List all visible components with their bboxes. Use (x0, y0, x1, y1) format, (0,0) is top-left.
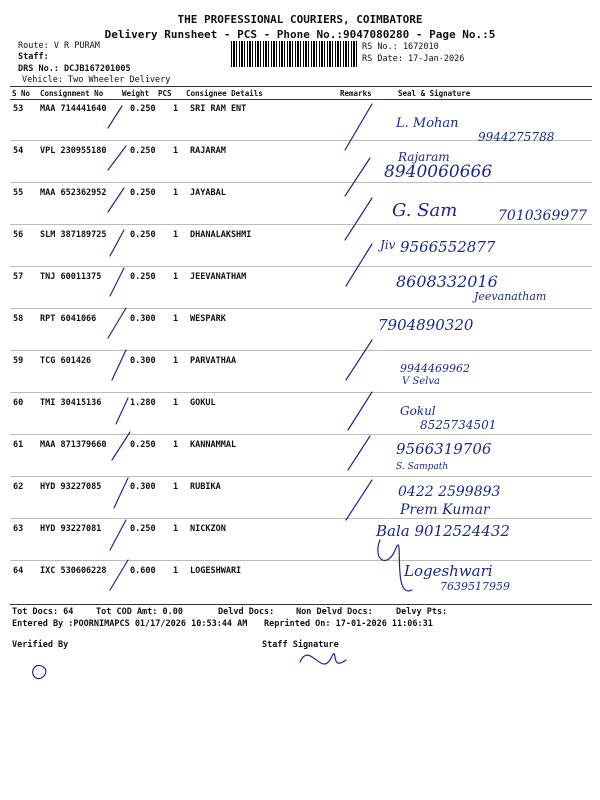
sig-58-phone: 7904890320 (378, 316, 474, 334)
sig-59-name: V Selva (402, 376, 440, 387)
sig-64-name: Logeshwari (404, 562, 493, 580)
row-sno: 64 (13, 566, 24, 576)
tot-cod-amt: Tot COD Amt: 0.00 (96, 607, 183, 617)
delvd-docs: Delvd Docs: (218, 607, 275, 617)
row-sno: 63 (13, 524, 24, 534)
sig-61-name: S. Sampath (396, 462, 449, 472)
row-pcs: 1 (173, 356, 179, 366)
sig-55-name: G. Sam (392, 200, 458, 221)
row-pcs: 1 (173, 146, 179, 156)
row-pcs: 1 (173, 104, 179, 114)
row-rule (10, 560, 592, 561)
rs-date: RS Date: 17-Jan-2026 (362, 54, 465, 64)
row-weight: 0.250 (130, 272, 156, 282)
col-consignment: Consignment No (40, 89, 104, 98)
table-row (10, 226, 592, 268)
row-sno: 59 (13, 356, 24, 366)
row-rule (10, 182, 592, 183)
row-consignee: DHANALAKSHMI (190, 230, 252, 240)
sig-55-phone: 7010369977 (498, 208, 588, 224)
barcode-image (231, 41, 357, 67)
row-consignment: MAA 871379660 (40, 440, 107, 450)
row-consignee: PARVATHAA (190, 356, 237, 366)
row-consignee: KANNAMMAL (190, 440, 237, 450)
table-row (10, 436, 592, 478)
delvy-pts: Delvy Pts: (396, 607, 448, 617)
row-weight: 0.250 (130, 524, 156, 534)
sig-54-phone: 8940060666 (384, 162, 493, 182)
row-pcs: 1 (173, 398, 179, 408)
row-consignee: WESPARK (190, 314, 226, 324)
staff-label: Staff: (18, 52, 49, 62)
table-row (10, 394, 592, 436)
table-row (10, 142, 592, 184)
route-label: Route: V R PURAM (18, 41, 100, 51)
col-remarks: Remarks (340, 89, 372, 98)
row-weight: 0.600 (130, 566, 156, 576)
row-consignment: IXC 530606228 (40, 566, 107, 576)
table-row (10, 478, 592, 520)
row-pcs: 1 (173, 566, 179, 576)
row-consignee: LOGESHWARI (190, 566, 242, 576)
row-consignee: NICKZON (190, 524, 226, 534)
row-pcs: 1 (173, 230, 179, 240)
row-pcs: 1 (173, 524, 179, 534)
vehicle-label: Vehicle: Two Wheeler Delivery (22, 75, 171, 85)
tot-docs: Tot Docs: 64 (12, 607, 74, 617)
non-delvd-docs: Non Delvd Docs: (296, 607, 373, 617)
row-pcs: 1 (173, 272, 179, 282)
row-sno: 56 (13, 230, 24, 240)
footer-top-rule (10, 604, 592, 605)
sig-59-phone: 9944469962 (400, 362, 470, 375)
col-sno: S No (12, 89, 31, 98)
sig-53-name: L. Mohan (396, 116, 459, 131)
sig-54-name: Rajaram (398, 150, 450, 164)
row-sno: 53 (13, 104, 24, 114)
row-rule (10, 518, 592, 519)
sig-53-phone: 9944275788 (478, 130, 555, 144)
row-weight: 0.250 (130, 188, 156, 198)
row-rule (10, 392, 592, 393)
row-sno: 54 (13, 146, 24, 156)
row-weight: 0.250 (130, 104, 156, 114)
row-consignment: MAA 652362952 (40, 188, 107, 198)
sig-57-name: Jeevanatham (474, 290, 547, 303)
row-consignment: HYD 93227085 (40, 482, 102, 492)
row-rule (10, 350, 592, 351)
sig-63-phone: Bala 9012524432 (376, 522, 510, 540)
row-weight: 0.300 (130, 482, 156, 492)
col-pcs: PCS (158, 89, 172, 98)
staff-signature: Staff Signature (262, 640, 339, 650)
row-sno: 57 (13, 272, 24, 282)
row-consignee: JAYABAL (190, 188, 226, 198)
row-rule (10, 266, 592, 267)
row-consignment: MAA 714441640 (40, 104, 107, 114)
rs-number: RS No.: 1672010 (362, 42, 439, 52)
row-weight: 1.280 (130, 398, 156, 408)
entered-by: Entered By :POORNIMAPCS 01/17/2026 10:53:44 AM (12, 619, 248, 629)
sig-57-phone: 8608332016 (396, 272, 498, 291)
verified-by: Verified By (12, 640, 69, 650)
row-weight: 0.300 (130, 314, 156, 324)
col-consignee: Consignee Details (186, 89, 263, 98)
row-consignment: TNJ 60011375 (40, 272, 102, 282)
table-row (10, 352, 592, 394)
row-sno: 58 (13, 314, 24, 324)
row-pcs: 1 (173, 314, 179, 324)
row-consignment: HYD 93227081 (40, 524, 102, 534)
row-consignee: SRI RAM ENT (190, 104, 247, 114)
row-weight: 0.250 (130, 440, 156, 450)
col-weight: Weight (122, 89, 150, 98)
row-rule (10, 434, 592, 435)
row-rule (10, 224, 592, 225)
sig-56-name: Jiv (380, 238, 396, 252)
row-sno: 55 (13, 188, 24, 198)
row-consignment: TCG 601426 (40, 356, 92, 366)
sig-64-phone: 7639517959 (440, 580, 510, 593)
row-sno: 60 (13, 398, 24, 408)
row-pcs: 1 (173, 482, 179, 492)
sig-60-phone: 8525734501 (420, 418, 497, 432)
row-consignee: JEEVANATHAM (190, 272, 247, 282)
row-weight: 0.300 (130, 356, 156, 366)
drs-number: DRS No.: DCJB167201005 (18, 64, 131, 74)
row-weight: 0.250 (130, 230, 156, 240)
row-pcs: 1 (173, 188, 179, 198)
row-pcs: 1 (173, 440, 179, 450)
col-seal: Seal & Signature (398, 89, 471, 98)
table-row (10, 268, 592, 310)
row-rule (10, 308, 592, 309)
sig-56-phone: 9566552877 (400, 238, 496, 256)
sig-62-phone: 0422 2599893 (398, 484, 501, 500)
row-weight: 0.250 (130, 146, 156, 156)
runsheet-subtitle: Delivery Runsheet - PCS - Phone No.:9047080280 - Page No.:5 (104, 28, 496, 41)
row-rule (10, 476, 592, 477)
row-consignment: VPL 230955180 (40, 146, 107, 156)
row-sno: 61 (13, 440, 24, 450)
verified-signature-scribble (33, 665, 46, 678)
reprinted-on: Reprinted On: 17-01-2026 11:06:31 (264, 619, 433, 629)
row-consignment: SLM 387189725 (40, 230, 107, 240)
row-consignee: GOKUL (190, 398, 216, 408)
sig-62-name: Prem Kumar (400, 502, 490, 518)
header-top-rule (10, 86, 592, 87)
row-consignee: RAJARAM (190, 146, 226, 156)
sig-60-name: Gokul (400, 404, 436, 418)
row-consignment: TMI 30415136 (40, 398, 102, 408)
staff-signature-scribble (300, 654, 346, 664)
row-sno: 62 (13, 482, 24, 492)
row-consignment: RPT 6041066 (40, 314, 97, 324)
table-row (10, 310, 592, 352)
row-consignee: RUBIKA (190, 482, 221, 492)
company-title: THE PROFESSIONAL COURIERS, COIMBATORE (177, 13, 423, 26)
sig-61-phone: 9566319706 (396, 440, 492, 458)
